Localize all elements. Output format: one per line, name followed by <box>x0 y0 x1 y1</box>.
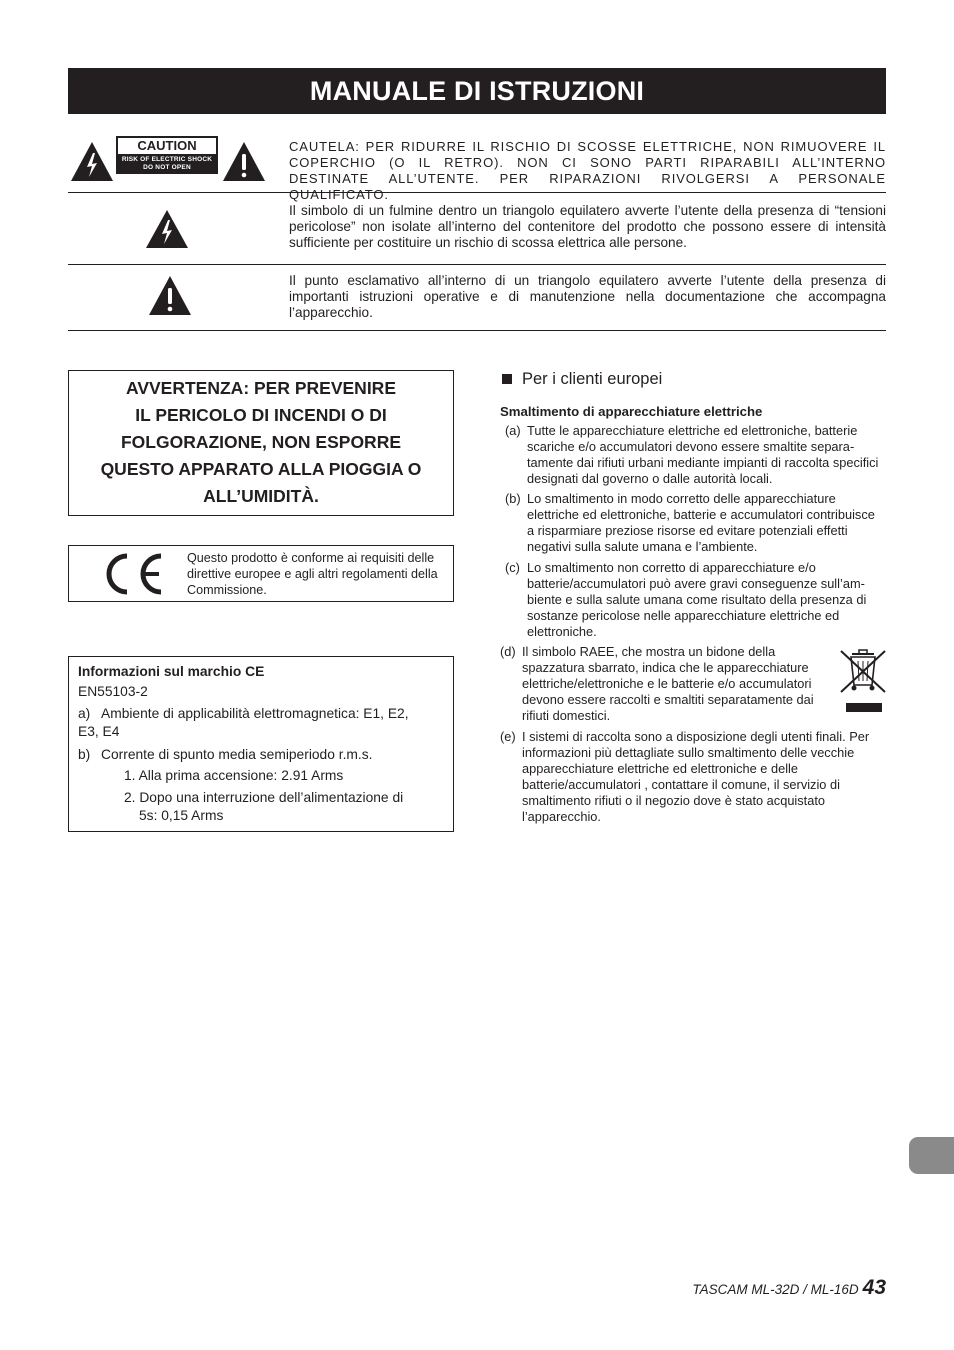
ce-text: Questo prodotto è conforme ai requisiti delle direttive europee e agli altri regolamenti della Commissione. <box>187 551 438 597</box>
ce-mark-icon <box>99 552 165 596</box>
exclamation-triangle-icon <box>148 275 192 316</box>
page-title: MANUALE DI ISTRUZIONI <box>68 68 886 114</box>
ce-info-heading: Informazioni sul marchio CE <box>78 664 265 679</box>
caution-label-sub1: RISK OF ELECTRIC SHOCK <box>121 156 213 163</box>
page-footer <box>692 1276 886 1300</box>
exclamation-text: Il punto esclamativo all’interno di un triangolo equilatero avverte l’utente della presenza di importanti istruzioni operative e di manutenzione nella documentazione che accompagna l’apparecchio. <box>289 273 886 320</box>
list-item-label: (e) <box>500 729 516 744</box>
crossed-bin-icon <box>838 647 888 713</box>
ce-info-box <box>68 656 454 832</box>
list-item: Il simbolo RAEE, che mostra un bidone della spazzatura sbarrato, indica che le apparecchiature elettriche/elettroniche e le batterie e/o accumulatori devono essere raccolti e smaltiti separatamente dai rifiuti domestici. <box>522 644 814 723</box>
list-item: I sistemi di raccolta sono a disposizione degli utenti finali. Per informazioni più dettagliate sullo smaltimento delle vecchie apparecchiature elettriche ed elettroniche e delle batterie/accumulatori , contattare il comune, il servizio di smaltimento rifiuti o il negozio dove è stato acquistato l’apparecchio. <box>522 729 870 824</box>
europe-subheading: Smaltimento di apparecchiature elettriche <box>500 404 763 419</box>
lightning-triangle-icon <box>70 141 114 182</box>
exclamation-triangle-icon <box>222 141 266 182</box>
ce-conformity-box <box>68 545 454 602</box>
caution-row <box>68 132 886 202</box>
caution-label <box>116 136 218 174</box>
list-item-label: (b) <box>505 491 521 506</box>
footer-model: TASCAM ML-32D / ML-16D <box>692 1282 859 1297</box>
lightning-row <box>68 193 886 265</box>
list-item-label: (d) <box>500 644 516 659</box>
warning-line: IL PERICOLO DI INCENDI O DI <box>135 405 387 425</box>
ce-info-b-text: Corrente di spunto media semiperiodo r.m.s. <box>101 747 373 762</box>
ce-info-standard: EN55103-2 <box>78 684 148 699</box>
list-item: Tutte le apparecchiature elettriche ed elettroniche, batterie scariche e/o accumulatori devono essere smaltite separatamente dai rifiuti urbani mediante impianti di raccolta specifici designati dal governo o dalle autorità locali. <box>527 423 879 486</box>
warning-line: ALL’UMIDITÀ. <box>203 486 319 506</box>
ce-info-b2: 2. Dopo una interruzione dell’alimentazione di <box>124 790 404 805</box>
caution-text: CAUTELA: PER RIDURRE IL RISCHIO DI SCOSSE ELETTRICHE, NON RIMUOVERE IL COPERCHIO (O IL RETRO). NON CI SONO PARTI RIPARABILI ALL’INTERNO DESTINATE ALL’UTENTE. PER RIPARAZIONI RIVOLGERSI A PERSONALE QUALIFICATO. <box>289 139 886 202</box>
warning-line: QUESTO APPARATO ALLA PIOGGIA O <box>100 459 422 479</box>
caution-label-title: CAUTION <box>118 138 216 154</box>
europe-heading: Per i clienti europei <box>522 370 663 388</box>
page-number: 43 <box>862 1276 886 1299</box>
ce-info-a-label: a) <box>78 706 91 721</box>
exclamation-row <box>68 265 886 331</box>
lightning-text: Il simbolo di un fulmine dentro un triangolo equilatero avverte l’utente della presenza di “tensioni pericolose” non isolate all’interno del contenitore del prodotto che possono essere di intensità sufficiente per costituire un rischio di scossa elettrica alle persone. <box>289 203 886 250</box>
ce-info-b1: 1. Alla prima accensione: 2.91 Arms <box>124 768 344 783</box>
ce-info-a-text: Ambiente di applicabilità elettromagnetica: E1, E2, <box>101 706 409 721</box>
section-tab <box>909 1137 954 1174</box>
list-item-label: (c) <box>505 560 520 575</box>
square-bullet-icon <box>502 374 512 384</box>
list-item: Lo smaltimento non corretto di apparecchiature e/o batterie/accumulatori può avere gravi conseguenze sull’ambiente e sulla salute umana come risultato della presenza di sostanze pericolose nelle apparecchiature elettriche ed elettroniche. <box>527 560 867 639</box>
caution-label-sub2: DO NOT OPEN <box>143 164 191 171</box>
ce-info-a-text-cont: E3, E4 <box>78 724 120 739</box>
list-item: Lo smaltimento in modo corretto delle apparecchiature elettriche ed elettroniche, batterie e accumulatori contribuisce a risparmiare preziose risorse ed evitare potenziali effetti negativi sulla salute umana e l’ambiente. <box>527 491 875 554</box>
ce-info-b-label: b) <box>78 747 91 762</box>
warning-line: FOLGORAZIONE, NON ESPORRE <box>120 432 402 452</box>
warning-line: AVVERTENZA: PER PREVENIRE <box>126 378 396 398</box>
lightning-triangle-icon <box>145 209 189 249</box>
list-item-label: (a) <box>505 423 521 438</box>
warning-box <box>68 370 454 516</box>
ce-info-b2-cont: 5s: 0,15 Arms <box>139 808 224 823</box>
